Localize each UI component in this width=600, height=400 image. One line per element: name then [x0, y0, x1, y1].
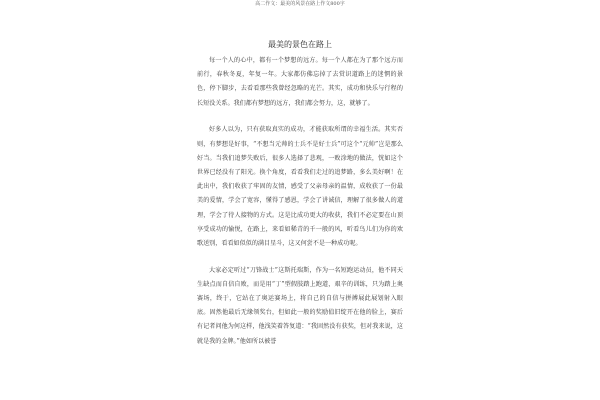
- paragraph: 好多人以为，只有获取真实的成功，才能获取所谓的幸福生活。其实否则，有梦想是好事，“不想当元帅的士兵不是好士兵”可这个“元帅”岂是那么好当。当我们追梦失败后，很多人选择了悲观，一败涂地的做法，恍如这个世界已经没有了阳光。换个角度，看看我们走过的追梦路，多么美好啊！在此出中，我们收获了牢固的友情，感受了父亲母亲的温情，成收获了一份最美的爱情，学会了宽容，懂得了感恩，学会了讲诚信，理解了很多做人的道理，学会了待人接物的方式。这是比成功更大的收获，我们不必定要在山顶享受成功的愉悦，在路上，来看如稀青的千一般的风，听看鸟儿们为你的欢歌送别，看看如似似的满目星斗，这又何尝不是一种成功呢。: [197, 126, 403, 247]
- essay-title: 最美的景色在路上: [268, 40, 332, 49]
- paragraph: 每一个人的心中，都有一个梦想的远方。每一个人都在为了那个远方而前行，春秋冬夏，年复一年。大家都仿佛忘掉了去赏识道路上的迷惘的景色，停下脚步，去看看那些我曾经忽略的光芒。其实，成功和快乐与行程的长短没关系。我们都有梦想的远方，我们都会努力，这，就够了。: [197, 57, 403, 107]
- essay-body: [197, 54, 403, 349]
- running-header: 高二作文：最美的风景在路上作文800字: [255, 1, 345, 7]
- paragraph: 大家必定听过“刀锋战士”这斯托瑞斯，作为一名短跑运动员，他不同天生缺点而自信自败，而是用“丁”型假肢踏上跑道，艰辛的训练，只为踏上奥赛场，终于，它站在了奥运赛场上，将自己的自信与拼搏展此展划射入眼底。固然他最后无缘领奖台，但如此一般的奖励值旧绽开在他的脸上，赛后有记者问他为何这样，他浅笑着答复道：“我固然没有获奖，但对我来说，这就是我的金牌。”他如所以被誉: [197, 266, 403, 345]
